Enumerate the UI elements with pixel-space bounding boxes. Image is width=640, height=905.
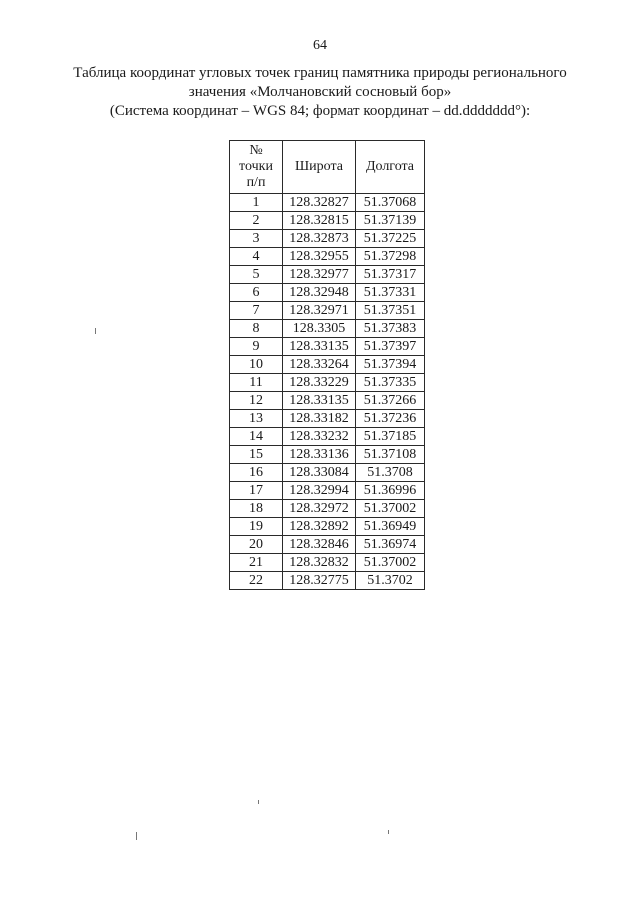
cell-longitude: 51.3702 (356, 572, 425, 590)
table-row (230, 212, 425, 230)
cell-point-number: 6 (230, 284, 283, 302)
cell-latitude: 128.32977 (283, 266, 356, 284)
cell-latitude: 128.32815 (283, 212, 356, 230)
cell-latitude: 128.33135 (283, 392, 356, 410)
cell-latitude: 128.33084 (283, 464, 356, 482)
cell-point-number: 7 (230, 302, 283, 320)
page-number: 64 (313, 38, 327, 53)
cell-latitude: 128.33232 (283, 428, 356, 446)
cell-longitude: 51.37108 (356, 446, 425, 464)
cell-longitude: 51.37236 (356, 410, 425, 428)
table-row (230, 266, 425, 284)
table-row (230, 194, 425, 212)
cell-longitude: 51.37185 (356, 428, 425, 446)
table-row (230, 446, 425, 464)
cell-longitude: 51.3708 (356, 464, 425, 482)
cell-point-number: 18 (230, 500, 283, 518)
table-row (230, 572, 425, 590)
header-latitude: Широта (283, 141, 356, 194)
table-body (230, 194, 425, 590)
cell-point-number: 20 (230, 536, 283, 554)
cell-point-number: 16 (230, 464, 283, 482)
cell-latitude: 128.32775 (283, 572, 356, 590)
cell-point-number: 21 (230, 554, 283, 572)
cell-point-number: 3 (230, 230, 283, 248)
cell-point-number: 8 (230, 320, 283, 338)
cell-point-number: 22 (230, 572, 283, 590)
table-row (230, 248, 425, 266)
cell-longitude: 51.37397 (356, 338, 425, 356)
cell-point-number: 11 (230, 374, 283, 392)
cell-point-number: 5 (230, 266, 283, 284)
cell-longitude: 51.37331 (356, 284, 425, 302)
cell-latitude: 128.33182 (283, 410, 356, 428)
title-line-2: значения «Молчановский сосновый бор» (188, 84, 452, 100)
document-title (40, 64, 600, 121)
table-header-row (230, 141, 425, 194)
table-row (230, 464, 425, 482)
table-row (230, 284, 425, 302)
cell-point-number: 2 (230, 212, 283, 230)
cell-point-number: 17 (230, 482, 283, 500)
cell-point-number: 12 (230, 392, 283, 410)
cell-latitude: 128.32955 (283, 248, 356, 266)
table-row (230, 410, 425, 428)
cell-longitude: 51.37225 (356, 230, 425, 248)
cell-latitude: 128.32827 (283, 194, 356, 212)
cell-longitude: 51.36949 (356, 518, 425, 536)
cell-longitude: 51.37394 (356, 356, 425, 374)
table-row (230, 374, 425, 392)
cell-latitude: 128.33135 (283, 338, 356, 356)
coordinates-table (229, 140, 425, 590)
cell-longitude: 51.37266 (356, 392, 425, 410)
cell-latitude: 128.32832 (283, 554, 356, 572)
cell-point-number: 13 (230, 410, 283, 428)
table-row (230, 500, 425, 518)
table-row (230, 554, 425, 572)
header-longitude: Долгота (356, 141, 425, 194)
cell-longitude: 51.37002 (356, 500, 425, 518)
table-row (230, 482, 425, 500)
cell-longitude: 51.37139 (356, 212, 425, 230)
header-point-number (230, 141, 283, 194)
cell-longitude: 51.37335 (356, 374, 425, 392)
table-row (230, 356, 425, 374)
cell-point-number: 10 (230, 356, 283, 374)
table-row (230, 230, 425, 248)
table-row (230, 320, 425, 338)
cell-latitude: 128.32994 (283, 482, 356, 500)
cell-point-number: 19 (230, 518, 283, 536)
cell-longitude: 51.37317 (356, 266, 425, 284)
cell-latitude: 128.3305 (283, 320, 356, 338)
title-line-3: (Система координат – WGS 84; формат координат – dd.ddddddd°): (109, 103, 531, 119)
cell-longitude: 51.36974 (356, 536, 425, 554)
table-row (230, 338, 425, 356)
cell-latitude: 128.32846 (283, 536, 356, 554)
table-row (230, 536, 425, 554)
cell-latitude: 128.32972 (283, 500, 356, 518)
header-num-line-2: точки (239, 159, 273, 174)
scan-speck (388, 830, 389, 834)
scan-speck (136, 832, 137, 840)
table-row (230, 302, 425, 320)
cell-longitude: 51.37351 (356, 302, 425, 320)
cell-latitude: 128.32873 (283, 230, 356, 248)
cell-point-number: 1 (230, 194, 283, 212)
cell-longitude: 51.37002 (356, 554, 425, 572)
cell-longitude: 51.37068 (356, 194, 425, 212)
cell-point-number: 4 (230, 248, 283, 266)
title-line-1: Таблица координат угловых точек границ памятника природы регионального (73, 65, 567, 81)
cell-point-number: 15 (230, 446, 283, 464)
cell-latitude: 128.32892 (283, 518, 356, 536)
cell-point-number: 14 (230, 428, 283, 446)
header-num-line-1: № (249, 143, 263, 158)
cell-latitude: 128.32948 (283, 284, 356, 302)
cell-point-number: 9 (230, 338, 283, 356)
table-row (230, 518, 425, 536)
table-row (230, 428, 425, 446)
cell-latitude: 128.32971 (283, 302, 356, 320)
cell-longitude: 51.37298 (356, 248, 425, 266)
cell-latitude: 128.33136 (283, 446, 356, 464)
cell-longitude: 51.37383 (356, 320, 425, 338)
cell-longitude: 51.36996 (356, 482, 425, 500)
table-row (230, 392, 425, 410)
header-num-line-3: п/п (246, 175, 266, 190)
cell-latitude: 128.33264 (283, 356, 356, 374)
cell-latitude: 128.33229 (283, 374, 356, 392)
scan-speck (258, 800, 259, 804)
scan-speck (95, 328, 96, 334)
